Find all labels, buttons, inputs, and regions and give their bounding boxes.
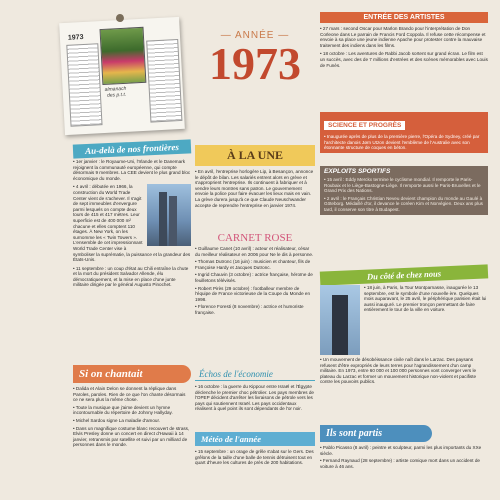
partis-p1: • Pablo Picasso (8 avril) : peintre et sculpteur, parmi les plus importants du XXe siècle. bbox=[320, 445, 482, 456]
echos-section bbox=[195, 368, 315, 412]
annee-label: — ANNÉE — bbox=[220, 30, 290, 41]
une-section bbox=[195, 145, 315, 208]
meteo-title: Météo de l'année bbox=[195, 432, 315, 446]
calendar-image bbox=[59, 17, 185, 135]
exploits-title: EXPLOITS SPORTIFS bbox=[324, 168, 391, 175]
meteo-text: • 15 septembre : un orage de grêle s'abat sur le Gers. Des grêlons de la taille d'une balle de tennis détruisent tout en quart d'heure les cultures de près de 200 habitations. bbox=[195, 449, 314, 466]
montparnasse-tower bbox=[332, 295, 348, 355]
frontieres-p1: • 1er janvier : le Royaume-Uni, l'Irlande et le Danemark rejoignent la communauté européenne, qui compte désormais 9 membres. La CEE devient le plus grand bloc économique du monde. bbox=[73, 159, 191, 181]
carnet-title: CARNET ROSE bbox=[217, 232, 293, 244]
chantait-title: Si on chantait bbox=[73, 365, 191, 383]
calendar-caption-1: almanach bbox=[104, 85, 127, 93]
cheznous-p1: • 18 juin, à Paris, la Tour Montparnasse, inaugurée le 13 septembre, est le symbole d'une nouvelle ère. Quelques mois auparavant, le 25 avril, le périphérique parisien était lui aussi inauguré. Le premier tronçon permettant de faire entièrement le tour de la ville en voiture. bbox=[364, 285, 487, 313]
carnet-item-2: • Ingrid Chauvin (3 octobre) : actrice française, héroïne de feuilletons télévisés. bbox=[195, 272, 313, 283]
exploits-p2: • 2 avril : le Français Christian Neveu devient champion du monde au Gaulé à Göteborg. Médaillé d'or, il devance le coréen Kim et Norvégien. Deux ans plus tard, il conserve son titre à Budapest. bbox=[324, 195, 483, 212]
artists-section bbox=[320, 12, 488, 68]
wtc-photo bbox=[147, 184, 191, 246]
partis-section bbox=[320, 425, 488, 469]
partis-title: Ils sont partis bbox=[320, 425, 432, 442]
artists-p1: • 27 mars : second Oscar pour Marlon Brando pour l'interprétation de Don Corleone dans Le parrain de Francis Ford Coppola. Il refuse cette récompense et envoie à sa place une jeune indienne Apache pour protester contre la mauvaise traitement des indiens dans les films. bbox=[320, 26, 486, 48]
une-text: • En avril, l'entreprise horlogère Lip, à Besançon, annonce le dépôt de bilan. Les salariés entrent alors en grève et s'approprient l'entreprise. Ils continuent à fabriquer et à vendre leurs montres sans patron. Le gouvernement envoie la police pour faire évacuer les lieux mais en vain. La grève durera jusqu'à ce que Claude Neuschwander accepte de reprendre l'entreprise en janvier 1974. bbox=[195, 169, 314, 208]
wtc-tower-1 bbox=[159, 192, 167, 246]
carnet-item-1: • Thomas Dutronc (16 juin) : musicien et chanteur, fils de Françoise Hardy et Jacques Dutronc. bbox=[195, 259, 311, 270]
cheznous-p2: • Un mouvement de désobéissance civile naît dans le Larzac. Des paysans refusent d'être expropriés de leurs terres pour l'agrandissement d'un camp militaire. En 1973, entre 60 000 et 100 000 personnes vont converger vers le plateau du Larzac et former un mouvement historique non-violent et pacifiste contre les pouvoirs publics. bbox=[320, 357, 477, 385]
chantait-p4: • Dans un magnifique costume blanc recouvert de strass, Elvis Presley donne un concert en direct d'Hawaii à 14 janvier, retransmis par satellite et suivi par un milliard de personnes dans le monde. bbox=[73, 425, 190, 448]
wtc-tower-2 bbox=[169, 196, 177, 246]
artists-p2: • 18 octobre : Les aventures de Rabbi Jacob sortent sur grand écran. Le film est un succès, avec des de 7 millions d'entrées et des scènes mémorables avec Louis de Funès. bbox=[320, 51, 488, 68]
partis-p2: • Fernand Raynaud (28 septembre) : artiste comique mort dans un accident de voiture à 46 ans. bbox=[320, 458, 480, 469]
calendar-grid-left bbox=[66, 43, 102, 127]
cheznous-section bbox=[320, 268, 488, 385]
une-title: À LA UNE bbox=[195, 145, 315, 166]
calendar-caption-2: des p.t.t. bbox=[106, 91, 127, 99]
carnet-section bbox=[195, 232, 315, 316]
frontieres-title: Au-delà de nos frontières bbox=[73, 139, 191, 158]
year-title: 1973 bbox=[209, 38, 301, 89]
science-text: • Inaugurée après de plus de la première pierre, l'Opéra de Sydney, créé par l'architecte danois Jørn Utzon devient l'emblème de l'Australie avec son étonnante structure de coques en béton. bbox=[324, 134, 480, 151]
frontieres-p2: • 4 avril : débutée en 1966, la construction du World Trade Center vient de s'achever. Il s'agit de sept immeubles d'envergure parmi lesquels on compte deux tours de 415 et 417 mètres. Leur superficie est de 400 000 m² chacune et elles comptent 110 étages. À New York, on les surnomme les « Twin Towers ». L'ensemble de cet impressionnant World Trade Center vise à symboliser la suprématie, la puissance et la grandeur des États-Unis. bbox=[73, 184, 191, 263]
carnet-item-3: • Robert Pirès (29 octobre) : footballeur membre de l'équipe de France victorieuse de la Coupe du Monde en 1998. bbox=[195, 285, 311, 302]
artists-title: ENTRÉE DES ARTISTES bbox=[320, 12, 488, 23]
echos-title: Échos de l'économie bbox=[195, 368, 315, 381]
frontieres-p3: • 11 septembre : un coup d'état au Chili entraîne la chute et la mort du président Salvador Allende, élu démocratiquement, et la mise en place d'une junte militaire dirigée par le général Augusto Pinochet. bbox=[73, 265, 189, 288]
carnet-item-4: • Florence Foresti (8 novembre) : actrice et humoriste française. bbox=[195, 304, 304, 315]
meteo-section bbox=[195, 432, 315, 466]
science-section bbox=[320, 112, 488, 153]
calendar-pin bbox=[116, 14, 124, 22]
echos-text: • 16 octobre : la guerre du Kippour entre Israël et l'Égypte déclenche le premier choc pétrolier. Les pays membres de l'OPEP décident d'arrêter les livraisons de pétrole vers les pays qui soutiennent Israël. Les pays occidentaux réalisent à quel point ils sont dépendants de l'or noir. bbox=[195, 384, 314, 412]
calendar-year: 1973 bbox=[67, 33, 84, 42]
cheznous-title: Du côté de chez nous bbox=[320, 264, 488, 285]
calendar-grid-right bbox=[146, 39, 182, 123]
chantait-p2: • Toute la musique que j'aime devient un hymne incontournable du répertoire de Johnny Hallyday. bbox=[73, 404, 173, 416]
exploits-section bbox=[320, 166, 488, 215]
chantait-section bbox=[73, 365, 191, 448]
chantait-p3: • Michel Sardou signe La maladie d'amour. bbox=[73, 417, 161, 423]
frontieres-section bbox=[73, 142, 191, 288]
science-title: SCIENCE ET PROGRÈS bbox=[324, 121, 405, 130]
carnet-item-0: • Guillaume Canet (10 avril) : acteur et réalisateur, césar du meilleur réalisateur en 2006 pour Ne le dis à personne. bbox=[195, 246, 314, 257]
calendar-photo bbox=[100, 27, 147, 85]
exploits-p1: • 15 avril : Eddy Merckx termine le cyclisme mondial. Il remporte le Paris-Roubaix et le Liège-Bastogne-Liège. Il remporte aussi le Paris-Bruxelles et le Grand Prix des Nations. bbox=[324, 177, 481, 194]
montparnasse-photo bbox=[320, 285, 360, 355]
chantait-p1: • Dalida et Alain Delon se donnent la réplique dans Paroles, paroles. Rien de ce que l'on chante désormais ce ne sera plus la même chose. bbox=[73, 386, 186, 403]
year-header bbox=[195, 30, 315, 87]
